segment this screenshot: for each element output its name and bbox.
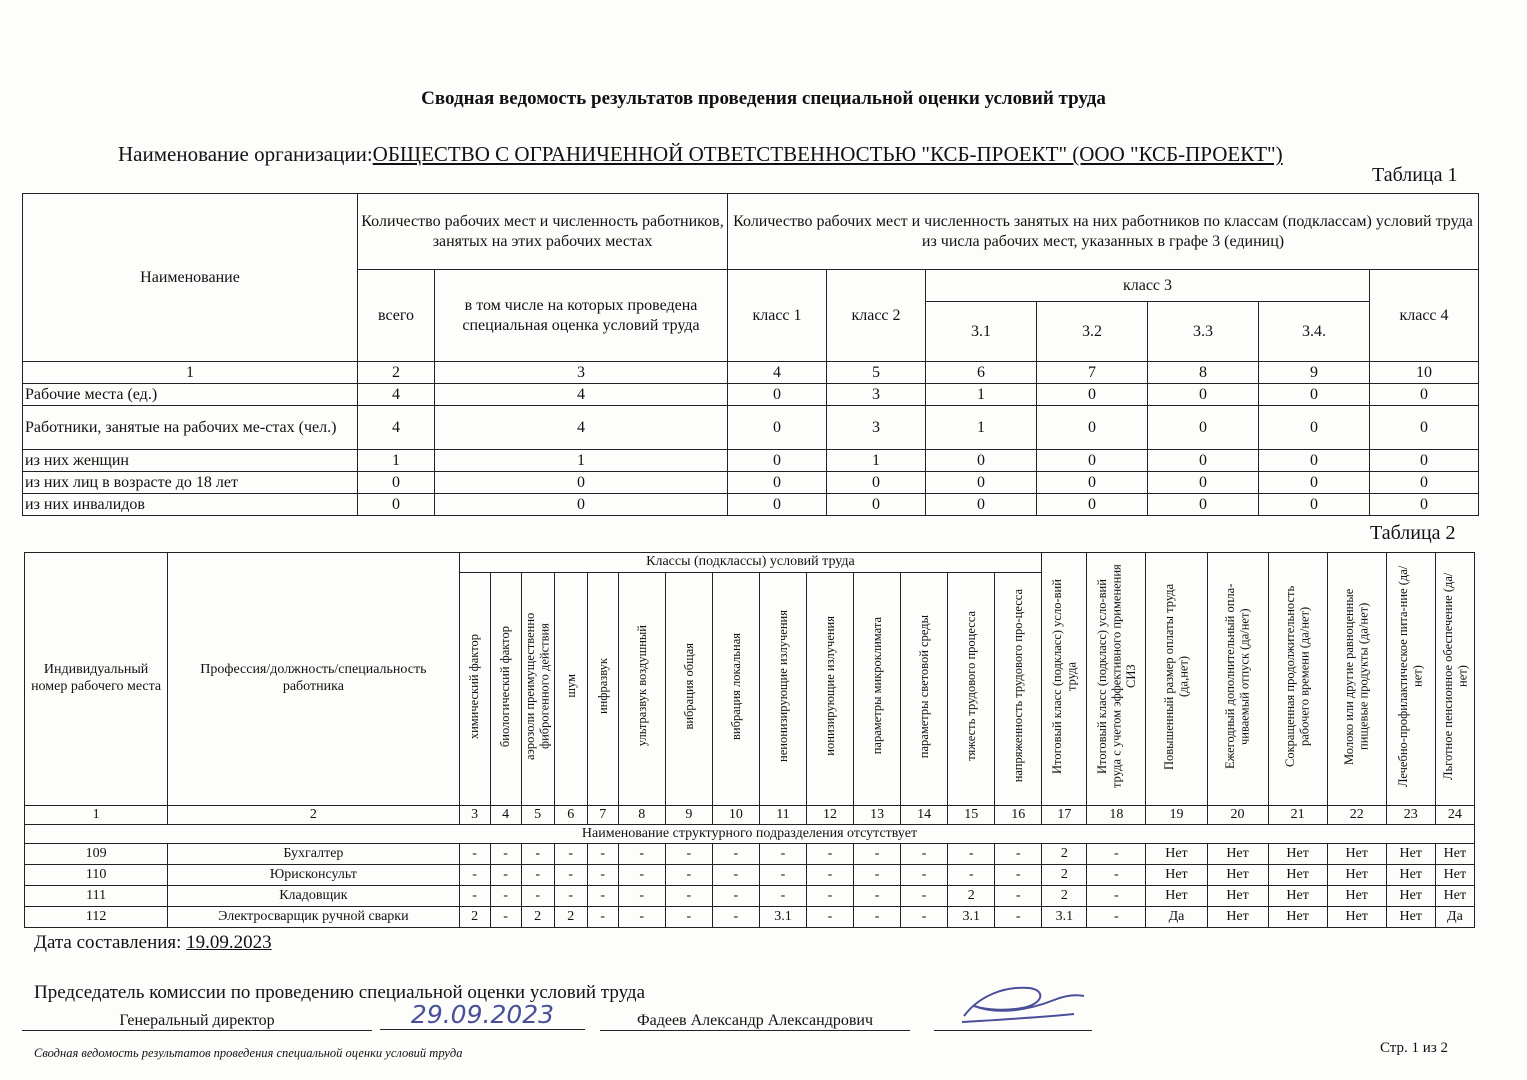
t2-cell: Да xyxy=(1146,907,1207,928)
t2-cell: - xyxy=(901,844,948,865)
t2-colnum-2: 2 xyxy=(168,806,459,825)
compilation-date xyxy=(34,932,272,954)
t1-cell: 0 xyxy=(926,450,1037,472)
t2-colnum-8: 8 xyxy=(618,806,665,825)
t1-header-sub-3-2: 3.2 xyxy=(1037,302,1148,362)
table-row xyxy=(23,472,1479,494)
t1-header-class4: класс 4 xyxy=(1370,270,1479,362)
t2-cell: Нет xyxy=(1207,886,1268,907)
t2-cell: - xyxy=(587,886,618,907)
t2-workplace-id: 110 xyxy=(25,865,168,886)
t1-header-total: всего xyxy=(358,270,435,362)
t1-row-name: из них женщин xyxy=(23,450,358,472)
t1-header-class2: класс 2 xyxy=(827,270,926,362)
t2-cell: - xyxy=(995,886,1042,907)
t1-cell: 0 xyxy=(1148,494,1259,516)
t2-cell: - xyxy=(459,886,490,907)
t1-header-assessed: в том числе на которых проведена специальная оценка условий труда xyxy=(435,270,728,362)
t2-department: Наименование структурного подразделения отсутствует xyxy=(25,825,1475,844)
t2-cell: - xyxy=(901,865,948,886)
t1-cell: 0 xyxy=(358,494,435,516)
t1-cell: 0 xyxy=(435,494,728,516)
t2-factor-header-6: ультразвук воздушный xyxy=(618,573,665,806)
t2-cell: - xyxy=(554,844,587,865)
t2-cell: Нет xyxy=(1327,886,1386,907)
t2-factor-header-1: химический фактор xyxy=(459,573,490,806)
t2-header-profession: Профессия/должность/специальность работника xyxy=(168,553,459,806)
signer-name: Фадеев Александр Александрович xyxy=(600,1012,910,1031)
t2-colnum-18: 18 xyxy=(1087,806,1146,825)
t2-cell: - xyxy=(995,865,1042,886)
t2-cell: - xyxy=(665,907,712,928)
t2-cell: Нет xyxy=(1268,886,1327,907)
t2-colnum-12: 12 xyxy=(806,806,853,825)
t2-colnum-13: 13 xyxy=(854,806,901,825)
t1-cell: 0 xyxy=(728,384,827,406)
t2-header-classes: Классы (подклассы) условий труда xyxy=(459,553,1042,573)
t1-row-name: из них лиц в возрасте до 18 лет xyxy=(23,472,358,494)
t2-colnum-10: 10 xyxy=(712,806,759,825)
t1-cell: 3 xyxy=(827,384,926,406)
t2-colnum-15: 15 xyxy=(948,806,995,825)
t1-cell: 4 xyxy=(435,406,728,450)
t1-cell: 0 xyxy=(827,494,926,516)
t2-cell: Нет xyxy=(1386,886,1435,907)
t1-cell: 0 xyxy=(1037,384,1148,406)
organization-name: ОБЩЕСТВО С ОГРАНИЧЕННОЙ ОТВЕТСТВЕННОСТЬЮ "КСБ-ПРОЕКТ" (ООО "КСБ-ПРОЕКТ") xyxy=(372,142,1283,166)
t1-cell: 1 xyxy=(827,450,926,472)
t1-cell: 0 xyxy=(1259,472,1370,494)
t1-row-name: Рабочие места (ед.) xyxy=(23,384,358,406)
t2-colnum-5: 5 xyxy=(521,806,554,825)
t2-cell: - xyxy=(521,844,554,865)
t1-cell: 0 xyxy=(1037,472,1148,494)
t2-colnum-23: 23 xyxy=(1386,806,1435,825)
t2-cell: - xyxy=(587,844,618,865)
t2-cell: Нет xyxy=(1207,865,1268,886)
t2-cell: Нет xyxy=(1146,865,1207,886)
t1-cell: 0 xyxy=(1370,450,1479,472)
t2-cell: - xyxy=(490,907,521,928)
t1-cell: 0 xyxy=(1259,450,1370,472)
t1-cell: 0 xyxy=(1259,494,1370,516)
t2-cell: - xyxy=(665,865,712,886)
t1-cell: 0 xyxy=(1259,384,1370,406)
t2-colnum-11: 11 xyxy=(759,806,806,825)
t2-cell: - xyxy=(618,907,665,928)
table1-caption: Таблица 1 xyxy=(1372,164,1458,186)
signer-position: Генеральный директор xyxy=(22,1012,372,1031)
t1-cell: 0 xyxy=(926,472,1037,494)
t2-cell: 2 xyxy=(1042,865,1087,886)
t2-profession: Юрисконсульт xyxy=(168,865,459,886)
t2-factor-header-8: вибрация локальная xyxy=(712,573,759,806)
t2-colnum-6: 6 xyxy=(554,806,587,825)
t2-cell: - xyxy=(854,886,901,907)
t2-factor-header-4: шум xyxy=(554,573,587,806)
t2-cell: - xyxy=(806,865,853,886)
t2-cell: - xyxy=(587,865,618,886)
t2-workplace-id: 112 xyxy=(25,907,168,928)
t2-cell: - xyxy=(1087,886,1146,907)
t2-colnum-14: 14 xyxy=(901,806,948,825)
table-row xyxy=(23,494,1479,516)
t2-header-reduced-hours: Сокращенная продолжительность рабочего времени (да/нет) xyxy=(1268,553,1327,806)
t2-profession: Бухгалтер xyxy=(168,844,459,865)
t2-cell: 2 xyxy=(948,886,995,907)
t2-workplace-id: 111 xyxy=(25,886,168,907)
t2-cell: - xyxy=(712,907,759,928)
t2-colnum-24: 24 xyxy=(1435,806,1474,825)
t2-colnum-3: 3 xyxy=(459,806,490,825)
t2-cell: - xyxy=(712,886,759,907)
t2-colnum-4: 4 xyxy=(490,806,521,825)
t2-cell: Нет xyxy=(1327,907,1386,928)
t2-cell: - xyxy=(854,844,901,865)
t2-column-numbers xyxy=(25,806,1475,825)
t1-cell: 1 xyxy=(926,384,1037,406)
t2-cell: - xyxy=(712,865,759,886)
t1-cell: 0 xyxy=(1037,406,1148,450)
t2-colnum-20: 20 xyxy=(1207,806,1268,825)
t2-factor-header-7: вибрация общая xyxy=(665,573,712,806)
t2-cell: - xyxy=(521,886,554,907)
t2-header-id: Индивидуальный номер рабочего места xyxy=(25,553,168,806)
t2-cell: Да xyxy=(1435,907,1474,928)
t2-cell: Нет xyxy=(1435,844,1474,865)
t2-header-milk: Молоко или другие равноценные пищевые продукты (да/нет) xyxy=(1327,553,1386,806)
t1-header-sub-3-4: 3.4. xyxy=(1259,302,1370,362)
t2-header-final-class: Итоговый класс (подкласс) усло-вий труда xyxy=(1042,553,1087,806)
t2-cell: 3.1 xyxy=(948,907,995,928)
t2-cell: - xyxy=(806,907,853,928)
t2-factor-header-3: аэрозоли преимущественно фиброгенного действия xyxy=(521,573,554,806)
t2-cell: 2 xyxy=(459,907,490,928)
t2-colnum-17: 17 xyxy=(1042,806,1087,825)
table-row xyxy=(23,450,1479,472)
t1-cell: 1 xyxy=(435,450,728,472)
t2-cell: 2 xyxy=(521,907,554,928)
t2-factor-header-10: ионизирующие излучения xyxy=(806,573,853,806)
table-row xyxy=(23,384,1479,406)
t1-cell: 0 xyxy=(1370,472,1479,494)
t2-workplace-id: 109 xyxy=(25,844,168,865)
t2-cell: - xyxy=(854,907,901,928)
t1-header-class3: класс 3 xyxy=(926,270,1370,302)
t2-cell: 2 xyxy=(554,907,587,928)
t1-cell: 0 xyxy=(435,472,728,494)
t1-cell: 0 xyxy=(1148,450,1259,472)
t1-header-class1: класс 1 xyxy=(728,270,827,362)
t2-cell: Нет xyxy=(1207,907,1268,928)
t1-cell: 4 xyxy=(358,406,435,450)
t2-header-pension: Льготное пенсионное обеспечение (да/нет) xyxy=(1435,553,1474,806)
t2-cell: - xyxy=(490,886,521,907)
table1 xyxy=(22,193,1479,516)
t1-cell: 0 xyxy=(728,494,827,516)
table-row xyxy=(25,886,1475,907)
t2-header-extra-vacation: Ежегодный дополнительный опла-чиваемый отпуск (да/нет) xyxy=(1207,553,1268,806)
t2-cell: - xyxy=(554,865,587,886)
t2-cell: 2 xyxy=(1042,844,1087,865)
table2 xyxy=(24,552,1475,928)
t1-cell: 0 xyxy=(1370,494,1479,516)
t1-cell: 0 xyxy=(827,472,926,494)
t2-cell: - xyxy=(587,907,618,928)
t2-cell: - xyxy=(1087,907,1146,928)
t2-cell: 2 xyxy=(1042,886,1087,907)
t2-cell: Нет xyxy=(1386,865,1435,886)
t1-colnum-7: 7 xyxy=(1037,362,1148,384)
t2-factor-header-14: напряженность трудового про-цесса xyxy=(995,573,1042,806)
t1-cell: 4 xyxy=(358,384,435,406)
t1-cell: 0 xyxy=(926,494,1037,516)
t2-cell: - xyxy=(521,865,554,886)
t2-cell: Нет xyxy=(1146,844,1207,865)
organization-line xyxy=(118,142,1283,167)
t2-header-therapeutic-food: Лечебно-профилактическое пита-ние (да/нет) xyxy=(1386,553,1435,806)
table-row xyxy=(23,406,1479,450)
t2-cell: Нет xyxy=(1146,886,1207,907)
t1-header-sub-3-3: 3.3 xyxy=(1148,302,1259,362)
commission-chair-label: Председатель комиссии по проведению специальной оценки условий труда xyxy=(34,982,645,1003)
t2-cell: - xyxy=(459,844,490,865)
t1-cell: 0 xyxy=(1037,494,1148,516)
t1-cell: 0 xyxy=(1370,406,1479,450)
t1-colnum-5: 5 xyxy=(827,362,926,384)
table2-caption: Таблица 2 xyxy=(1370,522,1456,544)
t2-cell: - xyxy=(995,844,1042,865)
t2-cell: - xyxy=(665,886,712,907)
t2-cell: - xyxy=(759,844,806,865)
page-number: Стр. 1 из 2 xyxy=(1380,1040,1448,1056)
t2-cell: - xyxy=(618,886,665,907)
t1-cell: 0 xyxy=(728,450,827,472)
t1-cell: 0 xyxy=(1370,384,1479,406)
t2-cell: Нет xyxy=(1327,844,1386,865)
t2-cell: 3.1 xyxy=(759,907,806,928)
t1-cell: 1 xyxy=(358,450,435,472)
t2-cell: - xyxy=(490,844,521,865)
organization-label: Наименование организации: xyxy=(118,142,373,166)
t2-factor-header-12: параметры световой среды xyxy=(901,573,948,806)
t1-cell: 0 xyxy=(1148,406,1259,450)
document-title: Сводная ведомость результатов проведения специальной оценки условий труда xyxy=(421,88,1106,109)
t1-colnum-3: 3 xyxy=(435,362,728,384)
table-row xyxy=(25,865,1475,886)
t2-cell: Нет xyxy=(1435,886,1474,907)
t2-factor-header-11: параметры микроклимата xyxy=(854,573,901,806)
t1-colnum-10: 10 xyxy=(1370,362,1479,384)
signature-image xyxy=(934,978,1092,1031)
t1-cell: 0 xyxy=(1037,450,1148,472)
t2-cell: - xyxy=(901,907,948,928)
t2-cell: - xyxy=(948,865,995,886)
t1-row-name: из них инвалидов xyxy=(23,494,358,516)
t2-cell: - xyxy=(1087,865,1146,886)
t2-cell: Нет xyxy=(1268,907,1327,928)
t2-cell: Нет xyxy=(1268,844,1327,865)
table-row xyxy=(25,844,1475,865)
t2-cell: - xyxy=(948,844,995,865)
t1-colnum-9: 9 xyxy=(1259,362,1370,384)
t1-colnum-4: 4 xyxy=(728,362,827,384)
t2-cell: - xyxy=(712,844,759,865)
t1-cell: 0 xyxy=(728,406,827,450)
t2-cell: 3.1 xyxy=(1042,907,1087,928)
t2-cell: - xyxy=(665,844,712,865)
footer-text: Сводная ведомость результатов проведения специальной оценки условий труда xyxy=(34,1046,463,1060)
date-value: 19.09.2023 xyxy=(186,932,272,953)
t2-header-increased-pay: Повышенный размер оплаты труда (да,нет) xyxy=(1146,553,1207,806)
t2-cell: Нет xyxy=(1268,865,1327,886)
t2-cell: Нет xyxy=(1327,865,1386,886)
t1-header-sub-3-1: 3.1 xyxy=(926,302,1037,362)
t1-cell: 3 xyxy=(827,406,926,450)
t2-header-final-class-siz: Итоговый класс (подкласс) усло-вий труда с учетом эффективного применения СИЗ xyxy=(1087,553,1146,806)
t1-cell: 0 xyxy=(1148,472,1259,494)
t2-factor-header-2: биологический фактор xyxy=(490,573,521,806)
t2-cell: - xyxy=(459,865,490,886)
t1-colnum-2: 2 xyxy=(358,362,435,384)
t2-colnum-22: 22 xyxy=(1327,806,1386,825)
handwritten-date: 29.09.2023 xyxy=(380,1000,585,1030)
t2-cell: Нет xyxy=(1207,844,1268,865)
t1-cell: 0 xyxy=(1259,406,1370,450)
t1-cell: 4 xyxy=(435,384,728,406)
t2-cell: - xyxy=(995,907,1042,928)
t2-profession: Электросварщик ручной сварки xyxy=(168,907,459,928)
t2-cell: - xyxy=(806,844,853,865)
t1-header-classes: Количество рабочих мест и численность занятых на них работников по классам (подклассам) условий труда из числа рабочих мест, указанных в графе 3 (единиц) xyxy=(728,194,1479,270)
t2-cell: - xyxy=(901,886,948,907)
t2-cell: Нет xyxy=(1435,865,1474,886)
t2-colnum-1: 1 xyxy=(25,806,168,825)
t2-cell: - xyxy=(854,865,901,886)
t2-colnum-21: 21 xyxy=(1268,806,1327,825)
t1-header-name: Наименование xyxy=(23,194,358,362)
table-row xyxy=(25,907,1475,928)
t2-cell: - xyxy=(759,865,806,886)
t1-colnum-1: 1 xyxy=(23,362,358,384)
t1-colnum-8: 8 xyxy=(1148,362,1259,384)
t2-factor-header-13: тяжесть трудового процесса xyxy=(948,573,995,806)
t2-colnum-16: 16 xyxy=(995,806,1042,825)
t2-colnum-9: 9 xyxy=(665,806,712,825)
t1-header-count: Количество рабочих мест и численность работников, занятых на этих рабочих местах xyxy=(358,194,728,270)
t1-cell: 0 xyxy=(1148,384,1259,406)
t2-cell: Нет xyxy=(1386,844,1435,865)
t2-cell: - xyxy=(759,886,806,907)
t2-cell: - xyxy=(554,886,587,907)
t2-cell: Нет xyxy=(1386,907,1435,928)
t2-colnum-7: 7 xyxy=(587,806,618,825)
t1-row-name: Работники, занятые на рабочих ме-стах (чел.) xyxy=(23,406,358,450)
t2-cell: - xyxy=(618,865,665,886)
t1-cell: 0 xyxy=(728,472,827,494)
date-label: Дата составления: xyxy=(34,932,182,953)
t2-cell: - xyxy=(806,886,853,907)
t2-colnum-19: 19 xyxy=(1146,806,1207,825)
t1-column-numbers xyxy=(23,362,1479,384)
t1-cell: 1 xyxy=(926,406,1037,450)
t2-factor-header-5: инфразвук xyxy=(587,573,618,806)
t2-factor-header-9: неионизирующие излучения xyxy=(759,573,806,806)
t2-cell: - xyxy=(490,865,521,886)
t2-cell: - xyxy=(1087,844,1146,865)
t1-colnum-6: 6 xyxy=(926,362,1037,384)
t2-profession: Кладовщик xyxy=(168,886,459,907)
t1-cell: 0 xyxy=(358,472,435,494)
t2-cell: - xyxy=(618,844,665,865)
